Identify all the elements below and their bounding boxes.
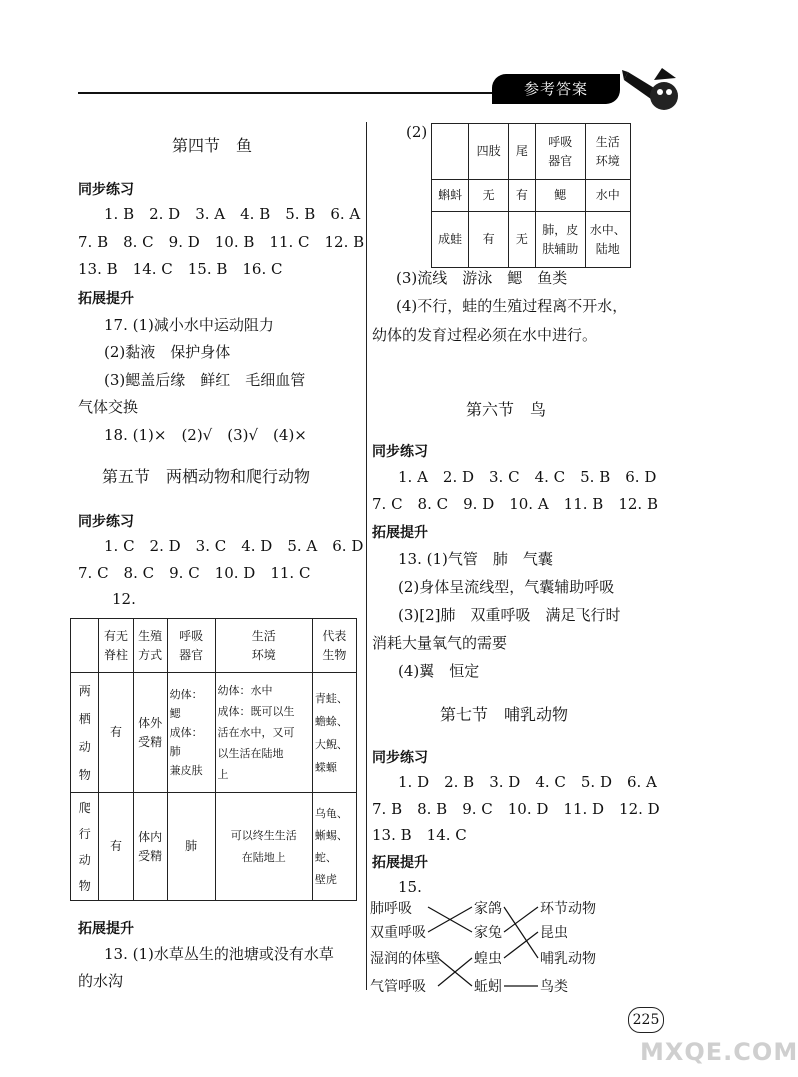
- cell-text: 体内: [138, 829, 163, 844]
- cell-text: 乌龟、: [314, 806, 348, 820]
- cell-text: 蟾蜍、: [314, 714, 348, 728]
- th-text: 生活: [595, 134, 620, 149]
- page-number: [628, 1007, 664, 1033]
- cell-text: 水中、: [589, 222, 626, 237]
- s4-answers-2: 7. B 8. C 9. D 10. B 11. C 12. B: [78, 233, 365, 251]
- cell-text: 成蛙: [438, 232, 463, 246]
- s7-answers-2: 7. B 8. B 9. C 10. D 11. D 12. D: [372, 800, 660, 818]
- th-text: 四肢: [476, 144, 501, 158]
- s6-q13-line5: (4)翼 恒定: [398, 662, 480, 680]
- section-7-title: 第七节 哺乳动物: [440, 705, 569, 724]
- cell-text: 动: [78, 852, 91, 867]
- r-q4-line1: (4)不行，蛙的生殖过程离不开水，: [396, 297, 628, 315]
- s4-answers-3: 13. B 14. C 15. B 16. C: [78, 260, 283, 278]
- cell-text: 物: [78, 767, 91, 782]
- cell-text: 幼体：水中: [217, 684, 273, 697]
- r-q3: (3)流线 游泳 鳃 鱼类: [396, 269, 568, 287]
- th-text: 有无: [103, 628, 128, 643]
- cell-text: 动: [78, 739, 91, 754]
- cell-text: 在陆地上: [241, 850, 286, 864]
- s4-answers-1: 1. B 2. D 3. A 4. B 5. B 6. A: [104, 205, 361, 223]
- cell-text: 有: [482, 232, 495, 246]
- s4-q18: 18. (1)× (2)√ (3)√ (4)×: [104, 426, 307, 444]
- th-text: 呼吸: [548, 134, 573, 149]
- cell-text: 肤辅助: [542, 241, 579, 256]
- th-text: 生活: [251, 628, 276, 643]
- s6-answers-2: 7. C 8. C 9. D 10. A 11. B 12. B: [372, 495, 658, 513]
- match-right-4: 鸟类: [540, 979, 568, 995]
- cell-text: 有: [515, 188, 528, 202]
- s5-q13-line2: 的水沟: [78, 972, 124, 990]
- th-text: 方式: [138, 647, 163, 662]
- cell-text: 水中: [595, 188, 620, 202]
- cell-text: 行: [78, 826, 91, 841]
- cell-text: 可以终生生活: [230, 828, 297, 842]
- r-q4-line2: 幼体的发育过程必须在水中进行。: [372, 326, 598, 344]
- match-mid-2: 家兔: [474, 925, 502, 941]
- cell-text: 活在水中，又可: [217, 726, 295, 739]
- r-q2-label: (2): [406, 123, 428, 141]
- cell-text: 鳃: [554, 188, 567, 202]
- s5-answers-2: 7. C 8. C 9. C 10. D 11. C: [78, 564, 311, 582]
- th-text: 尾: [515, 144, 528, 158]
- header-badge-text: 参考答案: [523, 80, 588, 98]
- th-text: 器官: [179, 647, 204, 662]
- match-mid-4: 蚯蚓: [474, 979, 502, 995]
- cell-text: 以生活在陆地: [217, 747, 284, 760]
- s4-q17-line1: 17. (1)减小水中运动阻力: [104, 316, 274, 334]
- s6-answers-1: 1. A 2. D 3. C 4. C 5. B 6. D: [398, 468, 657, 486]
- s7-ext-heading: 拓展提升: [372, 855, 428, 871]
- s5-sync-heading: 同步练习: [78, 514, 134, 530]
- match-right-3: 哺乳动物: [540, 951, 596, 967]
- cell-text: 受精: [138, 734, 163, 749]
- cell-text: 肺: [185, 839, 198, 853]
- s5-q13-line1: 13. (1)水草丛生的池塘或没有水草: [104, 945, 334, 963]
- cell-text: 爬: [78, 800, 91, 815]
- th-text: 器官: [548, 153, 573, 168]
- match-mid-3: 蝗虫: [474, 951, 502, 967]
- s5-q12-label: 12.: [112, 590, 136, 608]
- watermark-text: MXQE.COM: [640, 1038, 798, 1066]
- s4-q17-line2: (2)黏液 保护身体: [104, 343, 231, 361]
- th-text: 代表: [322, 628, 347, 643]
- cell-text: 蜥蜴、: [314, 828, 348, 842]
- cell-text: 蝾螈: [314, 760, 337, 774]
- match-left-1: 肺呼吸: [370, 901, 412, 917]
- cell-text: 有: [109, 839, 122, 853]
- match-mid-1: 家鸽: [474, 901, 502, 917]
- cell-text: 上: [217, 768, 229, 781]
- cell-text: 体外: [138, 715, 163, 730]
- match-line: [504, 932, 538, 958]
- s4-sync-heading: 同步练习: [78, 182, 134, 198]
- match-right-1: 环节动物: [540, 901, 596, 917]
- s4-q17-line3: (3)鳃盖后缘 鲜红 毛细血管: [104, 371, 306, 389]
- s7-sync-heading: 同步练习: [372, 750, 428, 766]
- th-text: 呼吸: [179, 628, 204, 643]
- page-number-text: 225: [632, 1012, 660, 1028]
- section-6-title: 第六节 鸟: [466, 400, 547, 419]
- s6-sync-heading: 同步练习: [372, 444, 428, 460]
- th-text: 脊柱: [103, 647, 128, 662]
- cell-text: 无: [515, 232, 528, 246]
- th-text: 生物: [322, 647, 347, 662]
- s7-q15-label: 15.: [398, 878, 422, 896]
- s7-answers-1: 1. D 2. B 3. D 4. C 5. D 6. A: [398, 773, 657, 791]
- cell-text: 无: [482, 188, 495, 202]
- cell-text: 青蛙、: [314, 691, 348, 705]
- match-line: [504, 907, 538, 958]
- section-4-title: 第四节 鱼: [172, 136, 253, 155]
- cell-text: 肺，皮: [542, 222, 579, 237]
- cell-text: 受精: [138, 848, 163, 863]
- cell-text: 兼皮肤: [169, 764, 203, 777]
- cell-text: 两: [78, 683, 91, 698]
- cell-text: 有: [109, 725, 122, 739]
- s5-ext-heading: 拓展提升: [78, 921, 134, 937]
- cell-text: 成体：既可以生: [217, 705, 295, 718]
- cell-text: 蝌蚪: [438, 188, 463, 202]
- match-left-3: 湿润的体壁: [370, 951, 440, 967]
- s6-q13-line3: (3)[2]肺 双重呼吸 满足飞行时: [398, 606, 621, 624]
- watermark: [640, 1038, 798, 1066]
- section-5-title: 第五节 两栖动物和爬行动物: [102, 467, 311, 486]
- cell-text: 大鲵、: [314, 737, 348, 751]
- s6-q13-line1: 13. (1)气管 肺 气囊: [398, 550, 553, 568]
- cell-text: 栖: [78, 711, 91, 726]
- s7-answers-3: 13. B 14. C: [372, 826, 467, 844]
- s6-q13-line2: (2)身体呈流线型，气囊辅助呼吸: [398, 578, 615, 596]
- cell-text: 成体：肺: [169, 726, 203, 758]
- s5-answers-1: 1. C 2. D 3. C 4. D 5. A 6. D: [104, 537, 364, 555]
- th-text: 环境: [251, 647, 276, 662]
- s4-ext-heading: 拓展提升: [78, 291, 134, 307]
- cell-text: 蛇、: [314, 850, 337, 864]
- cell-text: 物: [78, 878, 91, 893]
- cell-text: 壁虎: [314, 872, 337, 886]
- match-left-2: 双重呼吸: [370, 925, 426, 941]
- match-left-4: 气管呼吸: [370, 979, 426, 995]
- cell-text: 陆地: [595, 241, 620, 256]
- match-right-2: 昆虫: [540, 925, 568, 941]
- match-line: [504, 907, 538, 932]
- th-text: 环境: [595, 153, 620, 168]
- th-text: 生殖: [138, 628, 163, 643]
- cell-text: 幼体：鳃: [169, 688, 203, 720]
- s6-q13-line4: 消耗大量氧气的需要: [372, 634, 508, 652]
- s4-q17-line4: 气体交换: [78, 398, 139, 416]
- s6-ext-heading: 拓展提升: [372, 525, 428, 541]
